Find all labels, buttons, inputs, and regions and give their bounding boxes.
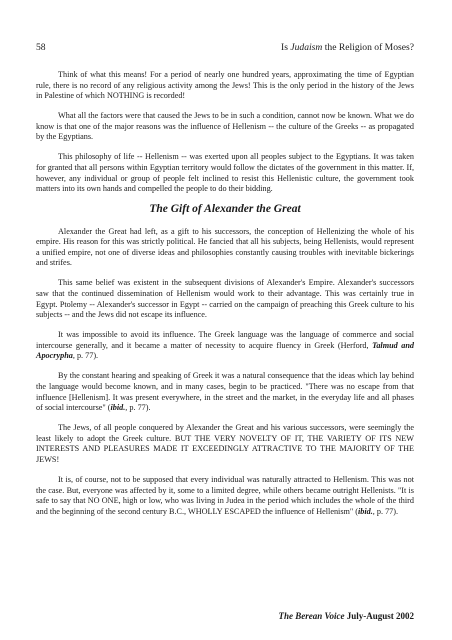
paragraph-text: It is, of course, not to be supposed that every individual was naturally attracted to Hellenism. This was not the case. But, everyone was affected by it, some to a limited degree, while others became outright Hellenists. "It is safe to say that NO ONE, high or low, who was living in Judea in the period which includes the whole of the third and the beginning of the second century B.C., WHOLLY ESCAPED the influence of Hellenism" ( [36,474,414,516]
paragraph: Alexander the Great had left, as a gift to his successors, the conception of Hellenizing the whole of his empire. His reason for this was strictly political. He fancied that all his subjects, being Hellenists, would represent a unified empire, not one of diverse ideas and philosophies constantly causing troubles with inevitable bickerings and strifes. [36,226,414,268]
running-title-post: the Religion of Moses? [322,42,414,53]
paragraph [36,475,414,517]
section-heading: The Gift of Alexander the Great [149,203,301,216]
citation-ibid: ibid. [358,506,373,516]
paragraph-text: By the constant hearing and speaking of Greek it was a natural consequence that the ideas which lay behind the language would become known, and in many cases, begin to be practiced. "There was no escape from that influence [Hellenism]. It was present everywhere, in the street and the market, in the everyday life and all phases of social intercourse" ( [36,371,414,413]
paragraph [36,371,414,413]
citation-ibid: ibid. [110,403,126,413]
running-title [281,42,414,53]
paragraph-text: , p. 77). [372,506,399,516]
running-title-emphasis: Judaism [290,42,323,53]
paragraph: Think of what this means! For a period of nearly one hundred years, approximating the time of Egyptian rule, there is no record of any religious activity among the Jews! This is the only period in the history of the Jews in Palestine of which NOTHING is recorded! [36,70,414,101]
paragraph: This philosophy of life -- Hellenism -- was exerted upon all peoples subject to the Egyptians. It was taken for granted that all persons within Egyptian territory would follow the dictates of the government in this matter. If, however, any individual or group of people felt inclined to resist this Hellenistic culture, the government took matters into its own hands and compelled the people to do their bidding. [36,152,414,194]
running-title-pre: Is [281,42,291,53]
page-footer [278,611,414,621]
page-header [36,42,414,56]
paragraph-text: , p. 77). [125,403,151,413]
publication-name: The Berean Voice [278,611,345,621]
page-number: 58 [36,42,46,53]
paragraph: The Jews, of all people conquered by Alexander the Great and his various successors, were seemingly the least likely to adopt the Greek culture. BUT THE VERY NOVELTY OF IT, THE VARIETY OF ITS NEW INTERESTS AND PLEASURES MADE IT EXCEEDINGLY ATTRACTIVE TO THE MAJORITY OF THE JEWS! [36,423,414,464]
body-text [36,70,414,527]
paragraph [36,330,414,362]
paragraph: What all the factors were that caused the Jews to be in such a condition, cannot now be known. What we do know is that one of the major reasons was the influence of Hellenism -- the culture of the Greeks -- as propagated by the Egyptians. [36,111,414,142]
citation-title: Talmud and Apocrypha [36,340,414,361]
paragraph: This same belief was existent in the subsequent divisions of Alexander's Empire. Alexander's successors saw that the continued dissemination of Hellenism would work to their advantage. This was certainly true in Egypt. Ptolemy -- Alexander's successor in Egypt -- carried on the campaign of preaching this Greek culture to his subjects -- and the Jews did not escape its influence. [36,278,414,320]
paragraph-text: , p. 77). [72,351,99,361]
paragraph-text: It was impossible to avoid its influence. The Greek language was the language of commerce and social intercourse generally, and it became a matter of necessity to acquire fluency in Greek (Herford, [36,330,414,350]
issue-date: July-August 2002 [344,611,414,621]
